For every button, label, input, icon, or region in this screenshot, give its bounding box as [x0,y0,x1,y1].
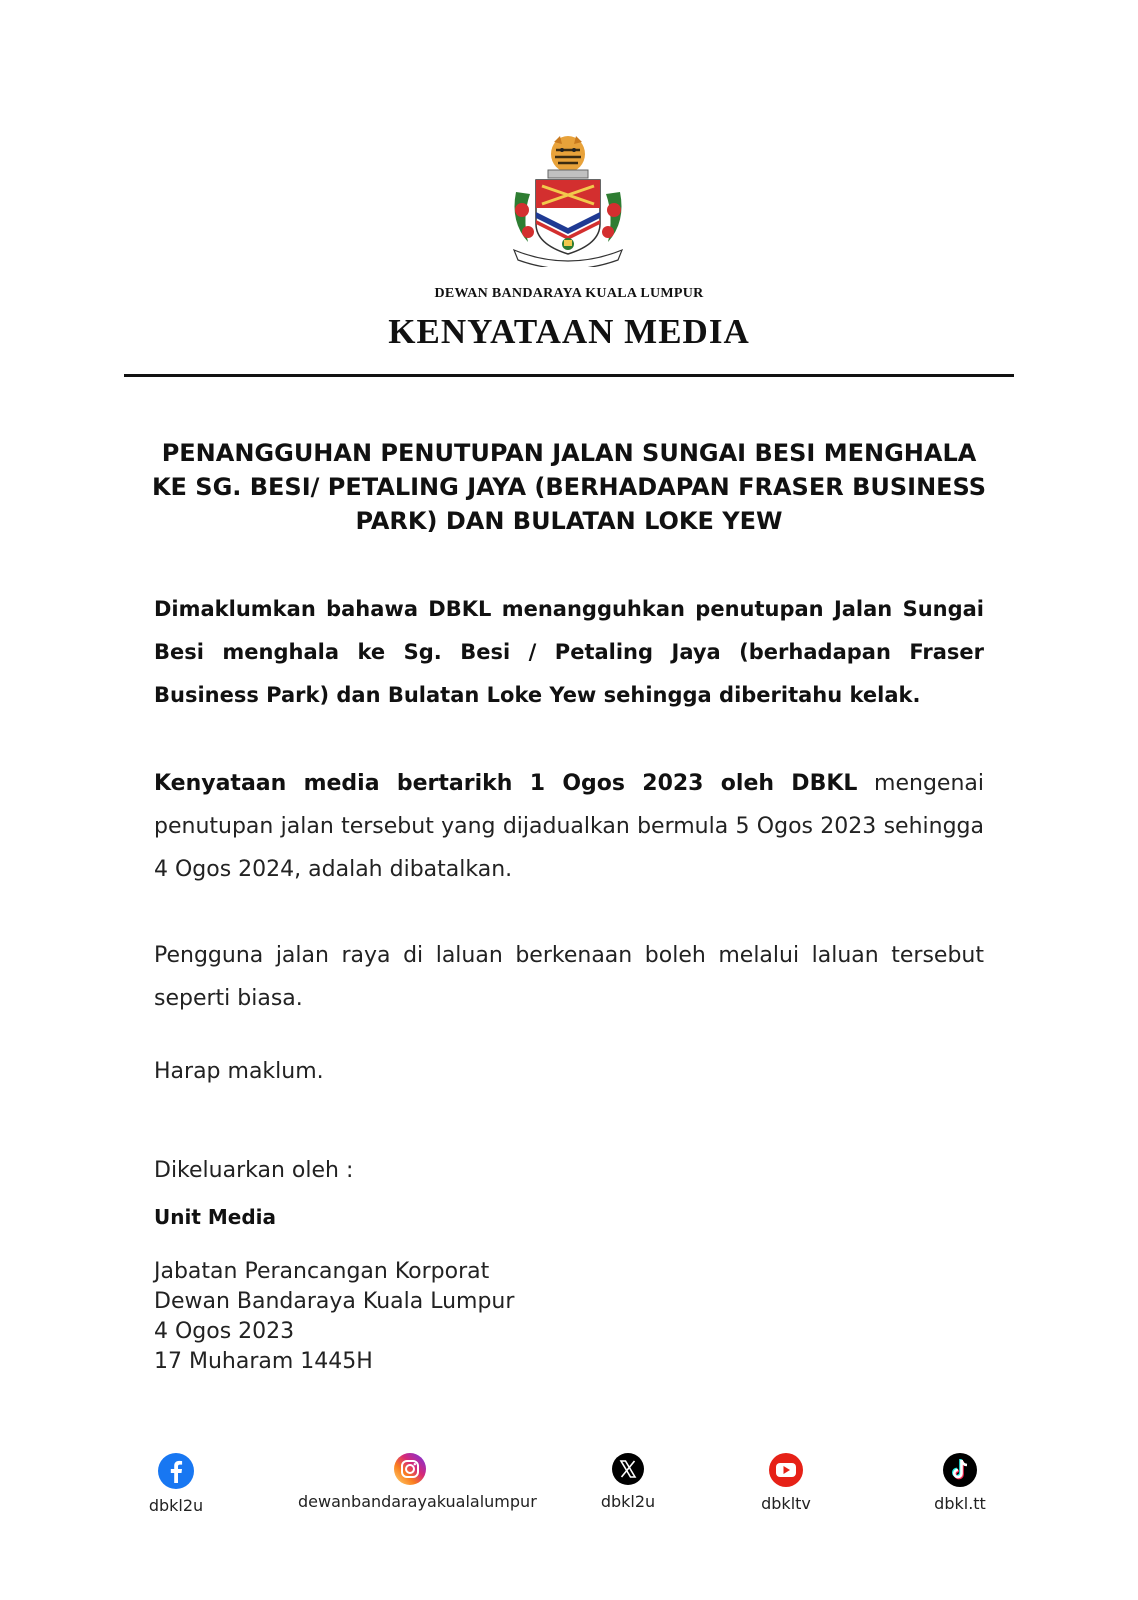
youtube-handle: dbkltv [761,1494,811,1513]
title-divider [124,374,1014,377]
paragraph-2 [154,762,984,891]
social-tiktok[interactable] [920,1452,1000,1513]
department-name: Jabatan Perancangan Korporat [154,1259,490,1284]
social-youtube[interactable] [748,1452,824,1513]
paragraph-2-rest: mengenai penutupan jalan tersebut yang dijadualkan bermula 5 Ogos 2023 sehingga 4 Ogos 2024, adalah dibatalkan. [154,771,984,882]
instagram-handle: dewanbandarayakualalumpur [298,1492,537,1511]
social-x[interactable] [590,1452,666,1511]
issuing-unit: Unit Media [154,1205,276,1229]
x-icon [611,1452,645,1486]
paragraph-1: Dimaklumkan bahawa DBKL menangguhkan penutupan Jalan Sungai Besi menghala ke Sg. Besi / Petaling Jaya (berhadapan Fraser Business Park) dan Bulatan Loke Yew sehingga diberitahu kelak. [154,597,984,707]
paragraph-3: Pengguna jalan raya di laluan berkenaan boleh melalui laluan tersebut seperti biasa. [154,943,984,1011]
paragraph-2-bold: Kenyataan media bertarikh 1 Ogos 2023 oleh DBKL [154,771,858,796]
youtube-icon [768,1452,804,1488]
tiktok-icon [942,1452,978,1488]
document-title: KENYATAAN MEDIA [388,312,750,351]
tiktok-handle: dbkl.tt [934,1494,986,1513]
issue-date: 4 Ogos 2023 [154,1319,295,1344]
dbkl-crest-logo [508,132,628,267]
press-headline: PENANGGUHAN PENUTUPAN JALAN SUNGAI BESI MENGHALA KE SG. BESI/ PETALING JAYA (BERHADAPAN FRASER BUSINESS PARK) DAN BULATAN LOKE YEW [151,439,987,535]
organization-name: DEWAN BANDARAYA KUALA LUMPUR [434,286,704,301]
signature-block [154,1257,514,1377]
x-handle: dbkl2u [600,1492,656,1511]
social-facebook[interactable] [138,1452,214,1515]
issued-by-label: Dikeluarkan oleh : [154,1158,354,1183]
facebook-handle: dbkl2u [148,1496,204,1515]
instagram-icon [393,1452,427,1486]
facebook-icon [157,1452,195,1490]
hijri-date: 17 Muharam 1445H [154,1349,373,1374]
organization-full-name: Dewan Bandaraya Kuala Lumpur [154,1289,515,1314]
paragraph-4: Harap maklum. [154,1059,324,1084]
social-instagram[interactable] [298,1452,537,1511]
